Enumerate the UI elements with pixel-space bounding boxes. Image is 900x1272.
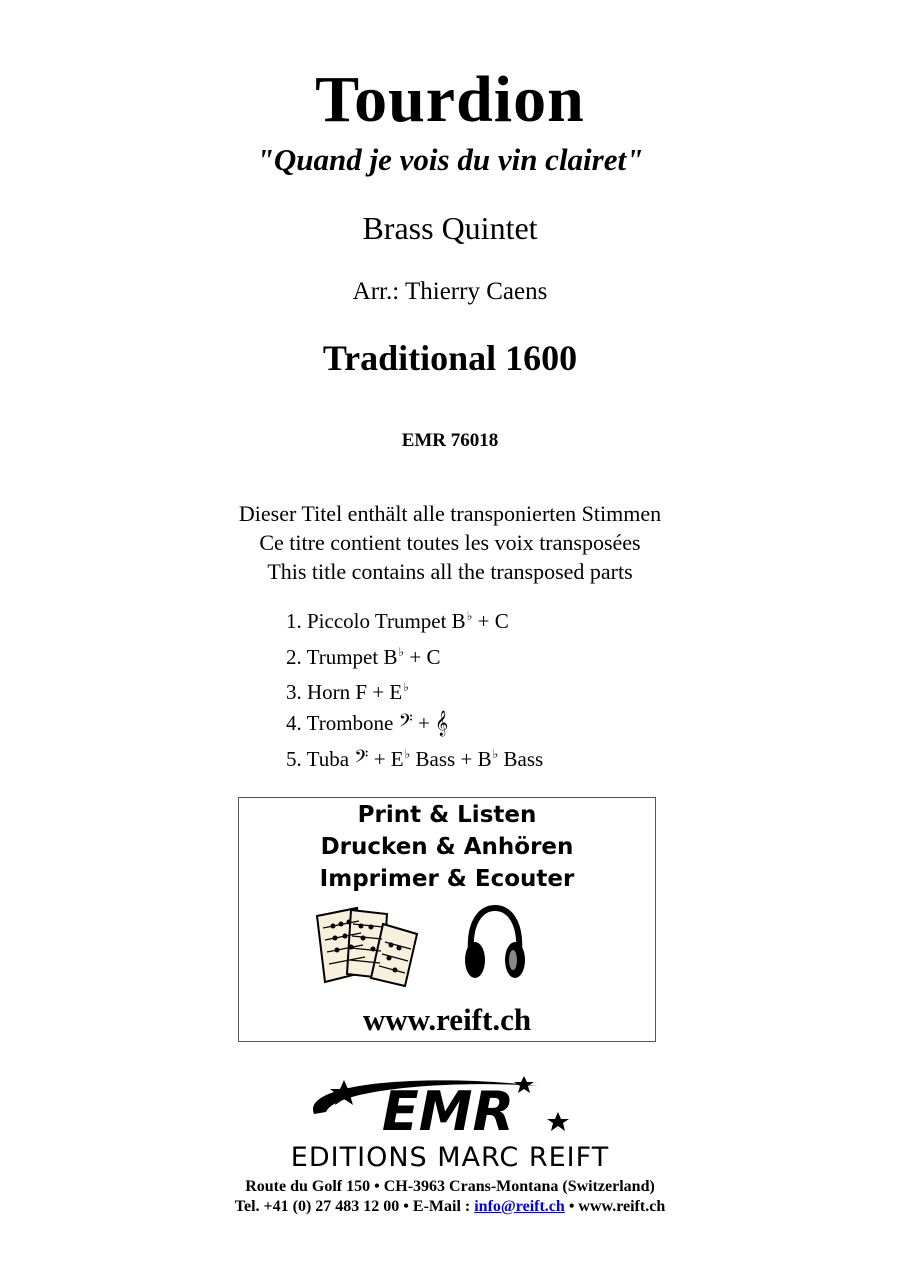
publisher-address: Route du Golf 150 • CH-3963 Crans-Montana (Switzerland): [245, 1178, 655, 1195]
ensemble: Brass Quintet: [362, 210, 538, 246]
part-item: 5. Tuba 𝄢 + E♭ Bass + B♭ Bass: [286, 747, 544, 772]
svg-text:EMR: EMR: [381, 1080, 515, 1143]
email-link[interactable]: info@reift.ch: [474, 1198, 565, 1215]
treble-clef-icon: 𝄞: [435, 710, 449, 736]
publisher-web[interactable]: • www.reift.ch: [564, 1198, 666, 1215]
promo-url[interactable]: www.reift.ch: [362, 1002, 532, 1037]
headphones-icon: [463, 904, 527, 984]
part-item: 3. Horn F + E♭: [286, 680, 409, 704]
bass-clef-icon: 𝄢: [354, 747, 369, 772]
composer: Traditional 1600: [322, 338, 578, 378]
part-item: 2. Trumpet B♭ + C: [286, 644, 441, 669]
note-french: Ce titre contient toutes les voix transposées: [259, 530, 641, 555]
sheet-music-icon: [311, 902, 423, 988]
publisher-name: EDITIONS MARC REIFT: [290, 1142, 610, 1172]
promo-line-french: Imprimer & Ecouter: [319, 866, 575, 892]
promo-line-german: Drucken & Anhören: [320, 834, 574, 860]
promo-line-english: Print & Listen: [357, 802, 537, 828]
emr-logo: [238, 1072, 662, 1172]
part-item: 4. Trombone 𝄢 + 𝄞: [286, 710, 449, 736]
language-notes: [0, 499, 900, 586]
publisher-phone: Tel. +41 (0) 27 483 12 00 • E-Mail :: [234, 1198, 475, 1215]
note-german: Dieser Titel enthält alle transponierten Stimmen: [238, 501, 662, 526]
print-listen-box: [238, 797, 656, 1042]
part-item: 1. Piccolo Trumpet B♭ + C: [286, 609, 509, 633]
catalog-number: EMR 76018: [401, 430, 499, 451]
title: Tourdion: [315, 63, 585, 136]
parts-list: [286, 601, 543, 776]
subtitle: "Quand je vois du vin clairet": [256, 142, 644, 177]
note-english: This title contains all the transposed parts: [267, 559, 633, 584]
arranger: Arr.: Thierry Caens: [352, 278, 548, 305]
publisher-contact: [0, 1198, 900, 1216]
bass-clef-icon: 𝄢: [398, 710, 413, 736]
